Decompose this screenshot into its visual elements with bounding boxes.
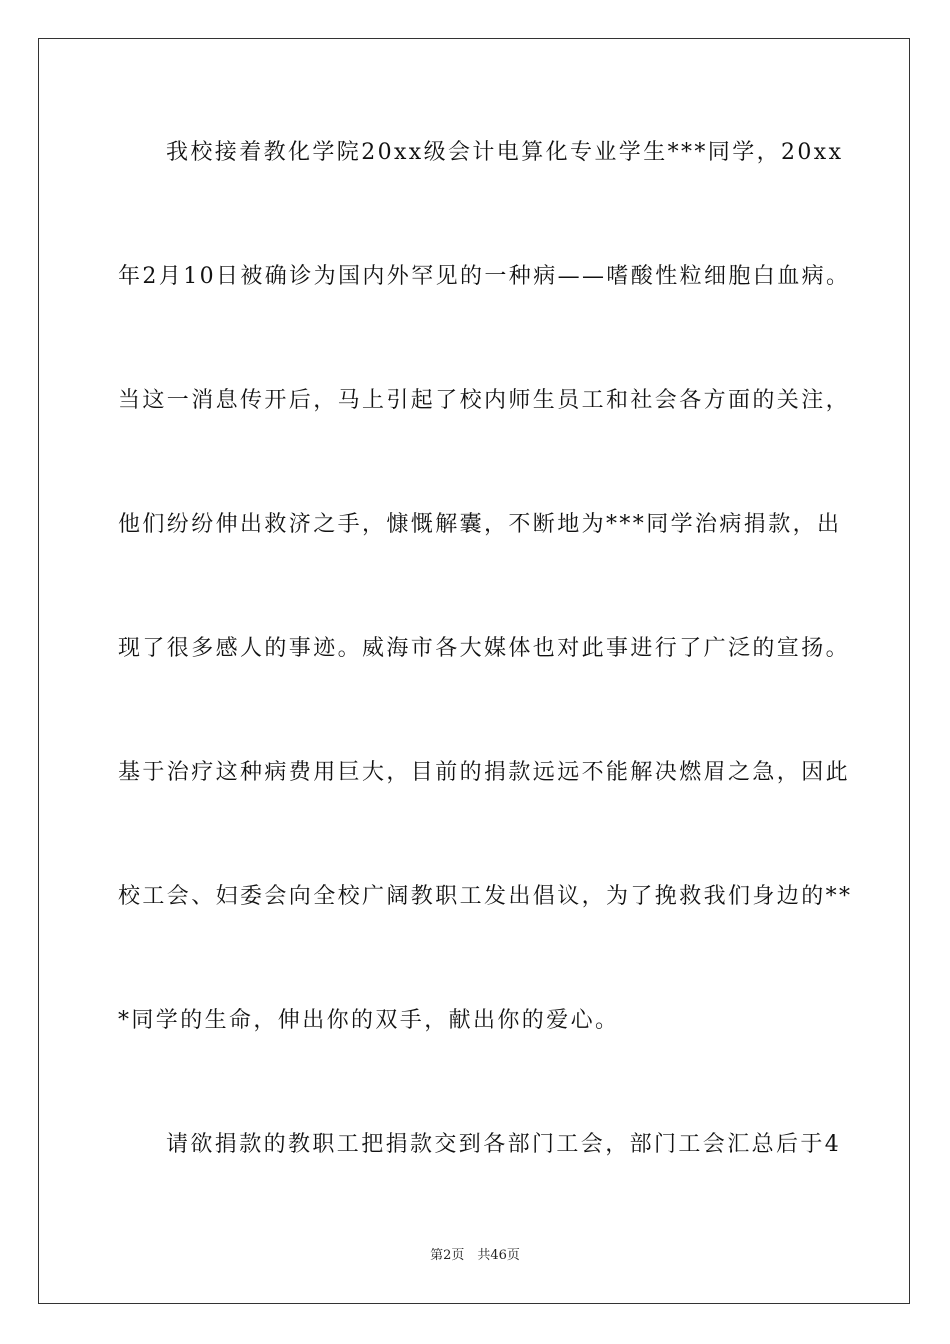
page-border <box>38 38 910 1304</box>
body-text-line: 基于治疗这种病费用巨大，目前的捐款远远不能解决燃眉之急，因此 <box>118 760 851 785</box>
body-text-line: 他们纷纷伸出救济之手，慷慨解囊，不断地为***同学治病捐款，出 <box>118 512 842 537</box>
body-text-line: 校工会、妇委会向全校广阔教职工发出倡议，为了挽救我们身边的** <box>118 884 853 909</box>
body-text-line: 年2月10日被确诊为国内外罕见的一种病——嗜酸性粒细胞白血病。 <box>118 264 851 289</box>
body-text-line: 请欲捐款的教职工把捐款交到各部门工会，部门工会汇总后于4 <box>166 1132 842 1157</box>
body-text-line: 当这一消息传开后，马上引起了校内师生员工和社会各方面的关注， <box>118 388 851 413</box>
page-number-footer: 第2页 共46页 <box>430 1248 520 1263</box>
body-text-line: 现了很多感人的事迹。威海市各大媒体也对此事进行了广泛的宣扬。 <box>118 636 851 661</box>
body-text-line: 我校接着教化学院20xx级会计电算化专业学生***同学，20xx <box>166 140 844 165</box>
body-text-line: *同学的生命，伸出你的双手，献出你的爱心。 <box>118 1008 620 1033</box>
